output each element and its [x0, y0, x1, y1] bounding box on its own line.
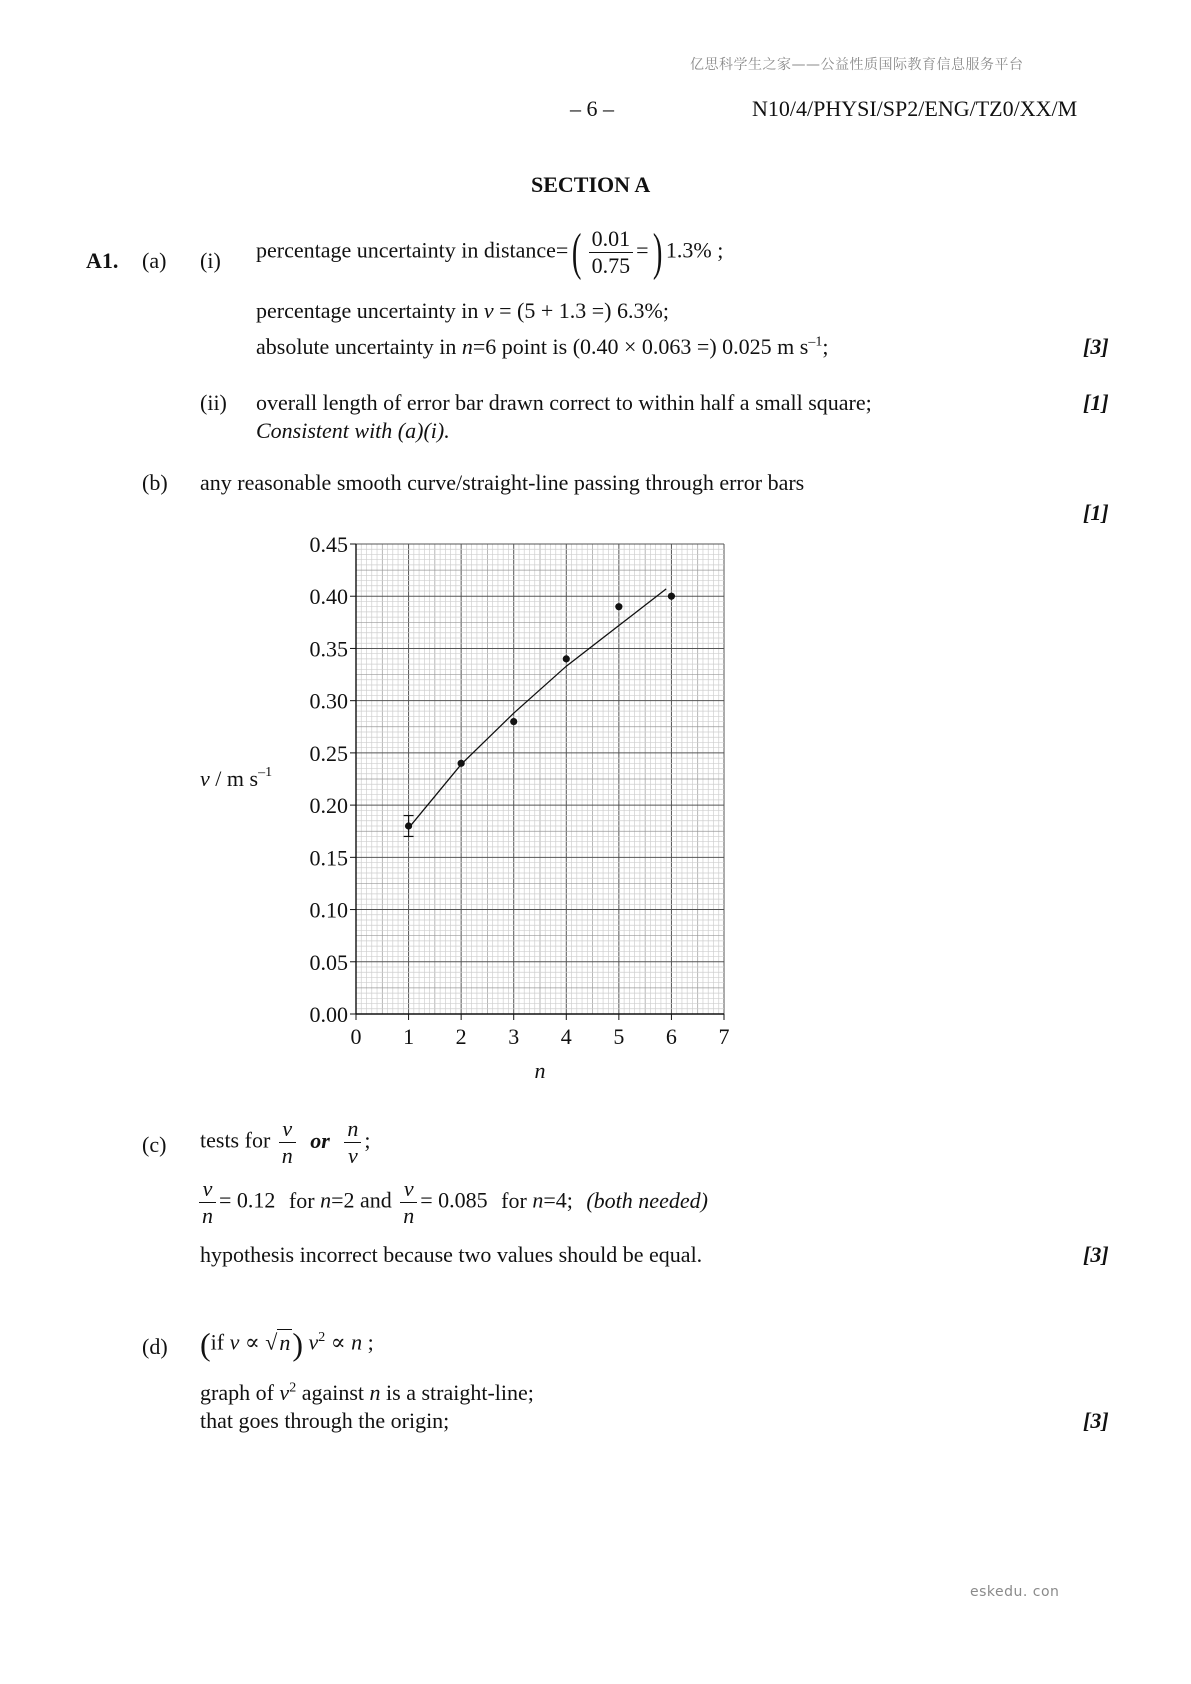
- fraction-numerator: n: [344, 1116, 361, 1143]
- fraction-numerator: v: [199, 1176, 216, 1203]
- a-i-line2-expr: = (5 + 1.3 =) 6.3%: [499, 298, 663, 323]
- watermark-top: 亿思科学生之家——公益性质国际教育信息服务平台: [690, 57, 1024, 73]
- x-tick-label: 4: [560, 1024, 572, 1049]
- var-n: n: [369, 1380, 381, 1405]
- marks-c: [3]: [1083, 1242, 1109, 1267]
- x-tick-label: 5: [613, 1024, 625, 1049]
- d-line2-b: against: [301, 1380, 365, 1405]
- fraction-denominator: n: [281, 1143, 293, 1168]
- var-v: v: [279, 1380, 290, 1405]
- marks-a-ii: [1]: [1083, 390, 1109, 415]
- fraction-numerator: 0.01: [589, 226, 634, 253]
- fraction-n-over-v: [344, 1116, 361, 1169]
- fraction-numerator: v: [400, 1176, 417, 1203]
- fraction-denominator: n: [202, 1203, 213, 1228]
- fraction-v-over-n-3: [400, 1176, 417, 1229]
- data-point: [458, 760, 465, 767]
- c-line3: hypothesis incorrect because two values should be equal.: [200, 1242, 703, 1267]
- semicolon: ;: [367, 1329, 374, 1355]
- question-label: A1.: [86, 248, 119, 273]
- velocity-vs-n-graph: [180, 520, 750, 1090]
- equals-sign: =: [555, 237, 569, 263]
- a-ii-text: overall length of error bar drawn correct to within half a small square;: [256, 390, 872, 415]
- part-c-label: (c): [142, 1132, 167, 1157]
- part-b-label: (b): [142, 470, 168, 495]
- d-line2-a: graph of: [200, 1380, 274, 1405]
- right-paren: ): [292, 1326, 303, 1362]
- sqrt-sign: √: [265, 1329, 278, 1355]
- x-tick-label: 7: [718, 1024, 730, 1049]
- c-n2-value: =4;: [543, 1187, 573, 1213]
- var-n: n: [320, 1187, 332, 1213]
- d-line1: [200, 1326, 374, 1363]
- x-axis-label: n: [534, 1058, 546, 1083]
- left-paren: (: [200, 1326, 211, 1362]
- sqrt-n: n: [279, 1329, 291, 1355]
- semicolon: ;: [364, 1127, 371, 1153]
- or-text: or: [310, 1127, 330, 1153]
- fraction-v-over-n-2: [199, 1176, 216, 1229]
- y-tick-label: 0.00: [309, 1002, 348, 1027]
- d-line2: [200, 1380, 534, 1406]
- var-v: v: [483, 298, 494, 323]
- exponent: 2: [318, 1330, 326, 1346]
- fraction-distance: [589, 226, 634, 279]
- proportional-sign: ∝: [330, 1329, 346, 1355]
- result-percent: 1.3%: [665, 237, 712, 263]
- marks-b: [1]: [1083, 500, 1109, 525]
- y-tick-label: 0.45: [309, 532, 348, 557]
- y-tick-label: 0.25: [309, 740, 348, 766]
- y-tick-label: 0.10: [309, 897, 348, 923]
- var-n: n: [461, 334, 473, 359]
- x-tick-label: 6: [665, 1024, 677, 1049]
- y-tick-label: 0.40: [309, 584, 348, 610]
- for-text: for: [288, 1187, 315, 1213]
- c-note: (both needed): [586, 1187, 708, 1213]
- data-point: [668, 593, 675, 600]
- semicolon: ;: [662, 298, 669, 323]
- c-value-2: = 0.085: [420, 1187, 488, 1213]
- x-tick-label: 0: [350, 1024, 362, 1049]
- a-i-line3-expr: (0.40 × 0.063 =) 0.025 m s: [572, 334, 809, 359]
- document-code: N10/4/PHYSI/SP2/ENG/TZ0/XX/M: [752, 96, 1078, 121]
- data-point: [405, 822, 412, 829]
- a-i-line3-mid: =6 point is: [472, 334, 568, 359]
- var-v: v: [308, 1329, 319, 1355]
- semicolon: ;: [717, 237, 724, 263]
- c-line1: [200, 1116, 370, 1169]
- d-line2-c: is a straight-line;: [386, 1380, 534, 1405]
- d-line3: that goes through the origin;: [200, 1408, 450, 1433]
- if-text: if: [210, 1329, 225, 1355]
- watermark-bottom: eskedu. con: [970, 1584, 1060, 1600]
- x-tick-label: 1: [403, 1024, 415, 1049]
- fraction-v-over-n: [279, 1116, 296, 1169]
- fraction-denominator: v: [347, 1143, 358, 1168]
- fit-curve: [409, 589, 667, 828]
- a-i-line3: [256, 334, 828, 360]
- a-i-line2-text: percentage uncertainty in: [256, 298, 479, 323]
- right-paren: ): [652, 223, 663, 281]
- semicolon: ;: [822, 334, 829, 359]
- y-tick-label: 0.20: [309, 793, 348, 819]
- c-n1-value: =2 and: [331, 1187, 392, 1213]
- a-i-line3-text: absolute uncertainty in: [256, 334, 457, 359]
- fraction-denominator: 0.75: [591, 253, 631, 278]
- x-tick-label: 2: [455, 1024, 467, 1049]
- for-text: for: [501, 1187, 527, 1213]
- y-axis-label: v / m $s^{-1}$: [200, 765, 273, 791]
- var-n: n: [532, 1187, 544, 1213]
- a-i-line1: [256, 223, 724, 281]
- data-point: [615, 603, 622, 610]
- data-point: [510, 718, 517, 725]
- data-point: [563, 655, 570, 662]
- marks-d: [3]: [1083, 1408, 1109, 1433]
- var-v: v: [229, 1329, 240, 1355]
- x-tick-label: 3: [508, 1024, 520, 1049]
- part-d-label: (d): [142, 1334, 168, 1359]
- left-paren: (: [572, 223, 582, 281]
- proportional-sign: ∝: [244, 1329, 260, 1355]
- a-ii-note: Consistent with (a)(i).: [256, 418, 450, 443]
- exponent: 2: [289, 1380, 297, 1396]
- var-n: n: [351, 1329, 363, 1355]
- unit-exponent: –1: [808, 334, 823, 350]
- section-title: SECTION A: [531, 172, 651, 197]
- a-i-line2: [256, 298, 669, 324]
- y-tick-label: 0.05: [309, 949, 348, 975]
- page-number: – 6 –: [570, 96, 614, 121]
- y-tick-label: 0.15: [309, 845, 348, 871]
- fraction-denominator: n: [403, 1203, 415, 1228]
- inner-equals: =: [636, 237, 649, 263]
- y-tick-label: 0.35: [309, 636, 348, 662]
- part-a-label: (a): [142, 248, 167, 273]
- fraction-numerator: v: [279, 1116, 296, 1143]
- sub-ii-label: (ii): [200, 390, 227, 415]
- a-i-line1-text: percentage uncertainty in distance: [256, 237, 556, 263]
- sub-i-label: (i): [200, 248, 221, 273]
- marks-a-i: [3]: [1083, 334, 1109, 359]
- c-line2: [196, 1176, 708, 1229]
- c-value-1: = 0.12: [219, 1187, 276, 1213]
- b-text: any reasonable smooth curve/straight-line passing through error bars: [200, 470, 805, 495]
- c-line1-text: tests for: [200, 1127, 271, 1153]
- y-tick-label: 0.30: [309, 688, 348, 714]
